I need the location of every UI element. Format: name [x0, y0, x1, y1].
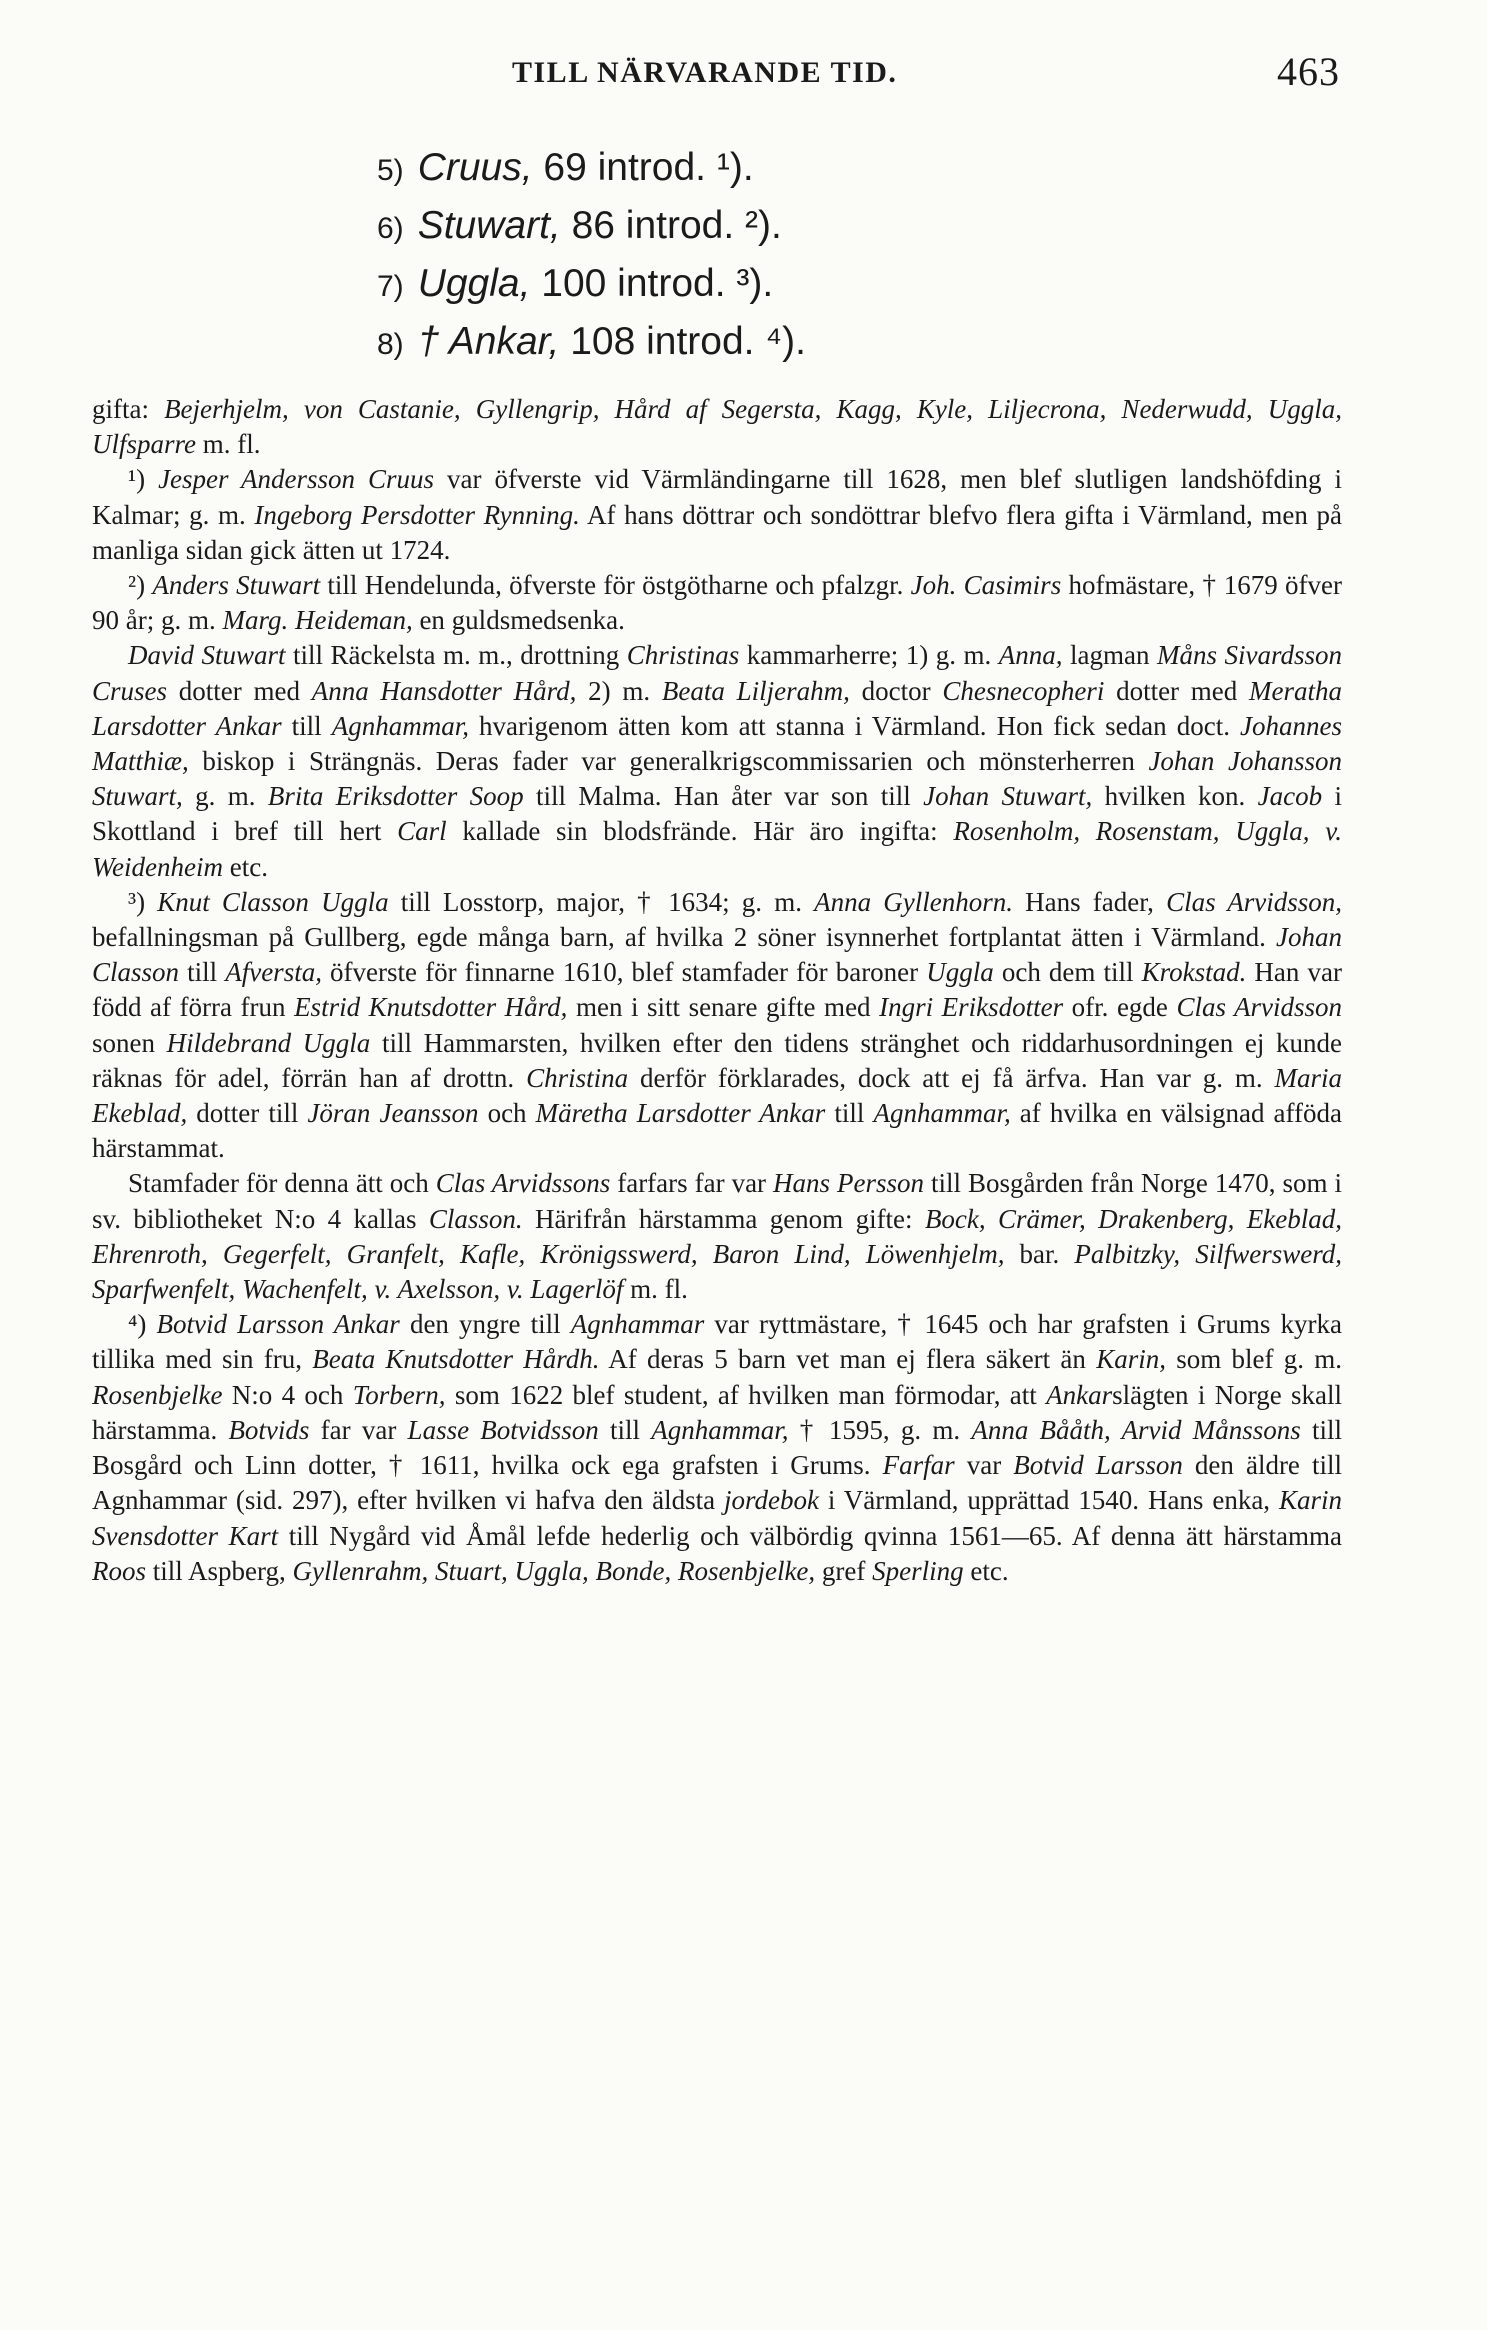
family-entry-list [377, 140, 806, 372]
paragraph-gifta [92, 392, 1342, 462]
text-run: till Hendelunda, öfverste för östgötharne och pfalzgr. [320, 570, 911, 601]
running-title: TILL NÄRVARANDE TID. [512, 56, 898, 89]
paragraph-note1 [92, 462, 1342, 568]
text-run: till Bosgård och Linn dotter, † 1611, hvilka ock ega grafsten i Grums. [92, 1414, 1342, 1481]
italic-name: Lasse Botvidsson [407, 1414, 599, 1445]
italic-name: Carl [397, 816, 447, 847]
text-run: öfverste för finnarne 1610, blef stamfader för baroner [321, 957, 927, 988]
italic-name: Palbitzky, Silfwerswerd, Sparfwenfelt, Wachenfelt, v. Axelsson, v. Lagerlöf [92, 1238, 1342, 1305]
text-run: m. fl. [623, 1274, 688, 1305]
italic-name: Johannes Matthiæ, [92, 710, 1342, 777]
text-run: till Aspberg, [146, 1555, 293, 1586]
italic-name: Roos [92, 1555, 146, 1586]
italic-name: Sperling [872, 1555, 964, 1586]
family-entry [377, 198, 806, 256]
italic-name: jordebok [723, 1485, 819, 1516]
text-run: † 1595, g. m. [788, 1414, 972, 1445]
text-run: lagman [1062, 640, 1157, 671]
italic-name: Farfar [882, 1450, 955, 1481]
italic-name: Christina [526, 1062, 629, 1093]
text-run: sonen [92, 1027, 167, 1058]
italic-name: Hans Persson [773, 1168, 924, 1199]
text-run: biskop i Strängnäs. Deras fader var generalkrigscommissarien och mönsterherren [188, 746, 1149, 777]
entry-family-name: Stuwart, [417, 204, 561, 247]
text-run: hvarigenom ätten kom att stanna i Värmland. Hon fick sedan doct. [468, 710, 1241, 741]
text-run: doctor [849, 675, 943, 706]
text-run: var [954, 1450, 1014, 1481]
italic-name: Johan Johansson Stuwart, [92, 746, 1342, 812]
text-run: till [598, 1414, 652, 1445]
italic-name: Beata Knutsdotter Hårdh. [312, 1344, 600, 1375]
text-run: Hans fader, [1013, 886, 1167, 917]
italic-name: Märetha Larsdotter Ankar [535, 1098, 826, 1129]
text-run: kallade sin blodsfrände. Här äro ingifta: [446, 816, 954, 847]
text-run: ⁴) [128, 1309, 157, 1340]
text-run: Han var född af förra frun [92, 957, 1342, 1023]
italic-name: Johan Stuwart, [923, 781, 1093, 812]
italic-name: Krokstad. [1141, 957, 1247, 988]
italic-name: Botvid Larsson [1013, 1450, 1183, 1481]
text-run: N:o 4 och [222, 1379, 353, 1410]
entry-introduction: 69 introd. ¹). [543, 146, 754, 189]
text-run: i Värmland, upprättad 1540. Hans enka, [818, 1485, 1279, 1516]
text-run: till [179, 957, 226, 988]
italic-name: Botvid Larsson Ankar [156, 1309, 400, 1340]
text-run: hofmästare, † 1679 öfver 90 år; g. m. [92, 570, 1342, 636]
italic-name: David Stuwart [128, 640, 286, 671]
italic-name: Marg. Heideman, [222, 605, 413, 636]
paragraph-note2 [92, 568, 1342, 638]
italic-name: Agnhammar [570, 1309, 705, 1340]
italic-name: Maria Ekeblad, [92, 1062, 1342, 1129]
italic-name: Beata Liljerahm, [661, 675, 850, 706]
text-run: farfars far var [610, 1168, 774, 1199]
italic-name: Ingri Eriksdotter [879, 992, 1064, 1023]
italic-name: Uggla [926, 957, 994, 988]
text-run: ofr. egde [1063, 992, 1177, 1023]
text-run: g. m. [182, 781, 268, 812]
italic-name: Anna Bååth, Arvid Månssons [971, 1414, 1301, 1445]
text-run: dotter med [167, 675, 312, 706]
italic-name: Anna Gyllenhorn. [814, 886, 1013, 917]
italic-name: Knut Classon Uggla [157, 886, 389, 917]
italic-name: Måns Sivardsson Cruses [92, 640, 1342, 706]
italic-name: Clas Arvidsson, [1166, 886, 1343, 917]
italic-name: Bejerhjelm, von Castanie, Gyllengrip, Hård af Segersta, Kagg, Kyle, Liljecrona, Nederwudd, Uggla, Ulfsparre [92, 394, 1342, 460]
text-run: ³) [128, 886, 158, 917]
paragraph-note4 [92, 1307, 1342, 1589]
italic-name: Estrid Knutsdotter Hård, [294, 992, 568, 1023]
text-run: dotter med [1104, 675, 1250, 706]
family-entry [377, 256, 806, 314]
book-page [92, 0, 1342, 2330]
italic-name: Ingeborg Persdotter Rynning. [254, 499, 580, 530]
text-run: till Räckelsta m. m., drottning [285, 640, 627, 671]
text-run: och dem till [993, 957, 1142, 988]
text-run: till Nygård vid Åmål lefde hederlig och välbördig qvinna 1561—65. Af denna ätt härstamma [278, 1520, 1342, 1551]
entry-number: 7) [377, 270, 404, 303]
text-run: Af hans döttrar och sondöttrar blefvo flera gifta i Värmland, men på manliga sidan gick ätten ut 1724. [92, 499, 1342, 565]
text-run: befallningsman på Gullberg, egde många barn, af hvilka 2 söner isynnerhet fortplantat ätten i Värmland. [92, 922, 1277, 953]
paragraph-note3 [92, 885, 1342, 1167]
text-run: Af deras 5 barn vet man ej flera säkert än [599, 1344, 1097, 1375]
italic-name: Christinas [626, 640, 740, 671]
entry-number: 5) [377, 154, 404, 187]
italic-name: Rosenbjelke [92, 1379, 223, 1410]
italic-name: Botvids [228, 1414, 310, 1445]
text-run: af hvilka en välsignad afföda härstammat. [92, 1098, 1343, 1164]
italic-name: Anna, [998, 640, 1063, 671]
text-run: till [281, 710, 332, 741]
italic-name: Meratha Larsdotter Ankar [92, 675, 1342, 741]
text-run: derför förklarades, dock att ej få ärfva. Han var g. m. [628, 1062, 1275, 1093]
text-run: ¹) [128, 464, 159, 495]
text-run: hvilken kon. [1092, 781, 1258, 812]
italic-name: Ankar [1046, 1379, 1113, 1410]
text-run: till Malma. Han åter var son till [523, 781, 924, 812]
text-run: 2) m. [576, 675, 662, 706]
italic-name: Agnhammar, [873, 1098, 1011, 1129]
italic-name: Torbern, [352, 1379, 446, 1410]
italic-name: Agnhammar, [651, 1414, 789, 1445]
entry-family-name: † Ankar, [417, 320, 560, 363]
footnotes-body [92, 392, 1342, 1589]
text-run: en guldsmedsenka. [412, 605, 625, 636]
italic-name: Joh. Casimirs [910, 570, 1062, 601]
text-run: till Losstorp, major, † 1634; g. m. [388, 886, 815, 917]
text-run: Stamfader för denna ätt och [128, 1168, 436, 1199]
entry-family-name: Cruus, [417, 146, 533, 189]
text-run: far var [309, 1414, 408, 1445]
italic-name: Chesnecopheri [942, 675, 1105, 706]
text-run: den yngre till [399, 1309, 571, 1340]
entry-introduction: 100 introd. ³). [541, 262, 774, 305]
entry-number: 6) [377, 212, 404, 245]
text-run: var ryttmästare, † 1645 och har grafsten i Grums kyrka tillika med sin fru, [92, 1309, 1343, 1375]
italic-name: Gyllenrahm, Stuart, Uggla, Bonde, Rosenbjelke, [292, 1555, 816, 1586]
italic-name: Hildebrand Uggla [166, 1027, 371, 1058]
italic-name: Johan Classon [92, 922, 1342, 988]
italic-name: Jesper Andersson Cruus [158, 464, 435, 495]
page-number: 463 [1277, 49, 1340, 94]
text-run: i Skottland i bref till hert [92, 781, 1342, 847]
text-run: till [825, 1098, 874, 1129]
italic-name: Brita Eriksdotter Soop [267, 781, 524, 812]
text-run: men i sitt senare gifte med [567, 992, 880, 1023]
text-run: den äldre till Agnhammar (sid. 297), efter hvilken vi hafva den äldsta [92, 1450, 1342, 1516]
text-run: gifta: [92, 394, 165, 424]
entry-introduction: 108 introd. ⁴). [570, 320, 806, 363]
italic-name: Classon. [428, 1203, 523, 1234]
family-entry [377, 140, 806, 198]
italic-name: Clas Arvidssons [435, 1168, 611, 1199]
italic-name: Bock, Crämer, Drakenberg, Ekeblad, Ehrenroth, Gegerfelt, Granfelt, Kafle, Krönigsswerd, Baron Lind, Löwenhjelm, [92, 1203, 1342, 1269]
entry-number: 8) [377, 328, 404, 361]
text-run: dotter till [187, 1098, 308, 1129]
family-entry [377, 314, 806, 372]
text-run: gref [815, 1555, 873, 1586]
running-head [92, 48, 1342, 98]
italic-name: Jacob [1257, 781, 1323, 812]
entry-family-name: Uggla, [417, 262, 531, 305]
text-run: och [478, 1098, 536, 1129]
italic-name: Karin Svensdotter Kart [92, 1485, 1342, 1551]
italic-name: Rosenholm, Rosenstam, Uggla, v. Weidenheim [92, 816, 1342, 882]
text-run: var öfverste vid Värmländingarne till 1628, men blef slutligen landshöfding i Kalmar; g. m. [92, 464, 1342, 530]
text-run: etc. [963, 1555, 1009, 1586]
italic-name: Karin, [1096, 1344, 1166, 1375]
text-run: kammarherre; 1) g. m. [739, 640, 999, 671]
text-run: Härifrån härstamma genom gifte: [522, 1203, 925, 1234]
text-run: ²) [128, 570, 153, 601]
italic-name: Clas Arvidsson [1176, 992, 1343, 1023]
italic-name: Anna Hansdotter Hård, [311, 675, 577, 706]
text-run: m. fl. [196, 429, 261, 460]
text-run: bar. [1004, 1238, 1075, 1269]
text-run: etc. [222, 851, 268, 882]
text-run: slägten i Norge skall härstamma. [92, 1379, 1343, 1445]
italic-name: Afversta, [225, 957, 322, 988]
italic-name: Jöran Jeansson [307, 1098, 479, 1129]
entry-introduction: 86 introd. ²). [571, 204, 782, 247]
italic-name: Anders Stuwart [152, 570, 321, 601]
text-run: som blef g. m. [1165, 1344, 1342, 1375]
text-run: till Bosgården från Norge 1470, som i sv. bibliotheket N:o 4 kallas [92, 1168, 1342, 1234]
paragraph-note2b [92, 638, 1342, 884]
text-run: som 1622 blef student, af hvilken man förmodar, att [445, 1379, 1047, 1410]
italic-name: Agnhammar, [331, 710, 469, 741]
text-run: till Hammarsten, hvilken efter den tidens stränghet och riddarhusordningen ej kunde räknas för adel, förrän han af drottn. [92, 1027, 1343, 1093]
paragraph-note3b [92, 1166, 1342, 1307]
